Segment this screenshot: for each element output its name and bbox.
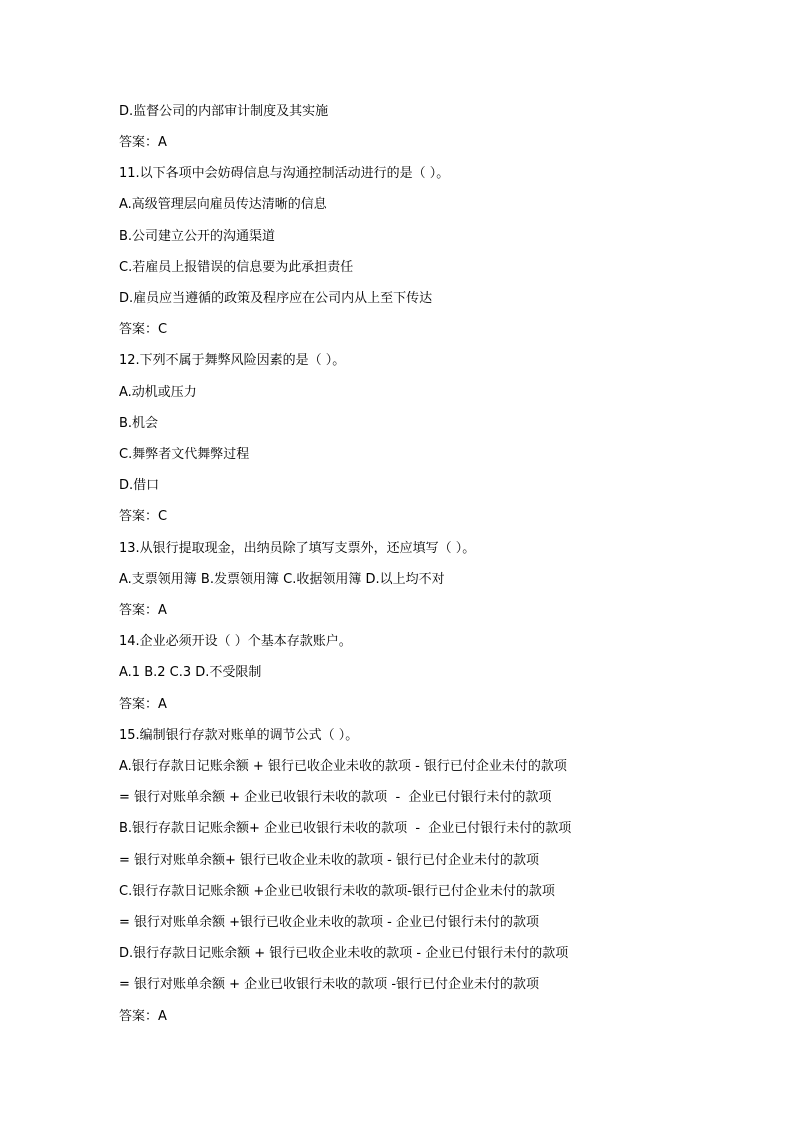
option-b-q15-line2: = 银行对账单余额+ 银行已收企业未收的款项 - 银行已付企业未付的款项 (119, 853, 540, 868)
question-14: 14.企业必须开设（ ）个基本存款账户。 (119, 634, 352, 649)
question-13: 13.从银行提取现金，出纳员除了填写支票外，还应填写（ ）。 (119, 541, 476, 556)
options-q13: A.支票领用簿 B.发票领用簿 C.收据领用簿 D.以上均不对 (119, 572, 445, 587)
options-q14: A.1 B.2 C.3 D.不受限制 (119, 665, 262, 680)
option-d-q15-line2: = 银行对账单余额 + 企业已收银行未收的款项 -银行已付企业未付的款项 (119, 977, 540, 992)
question-12: 12.下列不属于舞弊风险因素的是（ ）。 (119, 353, 346, 368)
option-c-q11: C.若雇员上报错误的信息要为此承担责任 (119, 260, 354, 275)
answer-q15: 答案：A (119, 1009, 167, 1024)
option-c-q12: C.舞弊者文代舞弊过程 (119, 447, 250, 462)
option-b-q11: B.公司建立公开的沟通渠道 (119, 229, 276, 244)
option-a-q15-line1: A.银行存款日记账余额 + 银行已收企业未收的款项 - 银行已付企业未付的款项 (119, 759, 567, 774)
option-a-q11: A.高级管理层向雇员传达清晰的信息 (119, 197, 327, 212)
answer-q10: 答案：A (119, 135, 167, 150)
option-b-q12: B.机会 (119, 416, 159, 431)
option-c-q15-line1: C.银行存款日记账余额 +企业已收银行未收的款项-银行已付企业未付的款项 (119, 884, 555, 899)
option-b-q15-line1: B.银行存款日记账余额+ 企业已收银行未收的款项 - 企业已付银行未付的款项 (119, 821, 572, 836)
answer-q11: 答案：C (119, 322, 168, 337)
option-a-q12: A.动机或压力 (119, 385, 197, 400)
answer-q12: 答案：C (119, 509, 168, 524)
question-15: 15.编制银行存款对账单的调节公式（ ）。 (119, 728, 359, 743)
option-d-q11: D.雇员应当遵循的政策及程序应在公司内从上至下传达 (119, 291, 433, 306)
option-a-q15-line2: = 银行对账单余额 + 企业已收银行未收的款项 - 企业已付银行未付的款项 (119, 790, 552, 805)
option-c-q15-line2: = 银行对账单余额 +银行已收企业未收的款项 - 企业已付银行未付的款项 (119, 915, 540, 930)
answer-q13: 答案：A (119, 603, 167, 618)
option-d-q10: D.监督公司的内部审计制度及其实施 (119, 104, 329, 119)
option-d-q15-line1: D.银行存款日记账余额 + 银行已收企业未收的款项 - 企业已付银行未付的款项 (119, 946, 569, 961)
question-11: 11.以下各项中会妨碍信息与沟通控制活动进行的是（ ）。 (119, 166, 450, 181)
answer-q14: 答案：A (119, 697, 167, 712)
option-d-q12: D.借口 (119, 478, 160, 493)
